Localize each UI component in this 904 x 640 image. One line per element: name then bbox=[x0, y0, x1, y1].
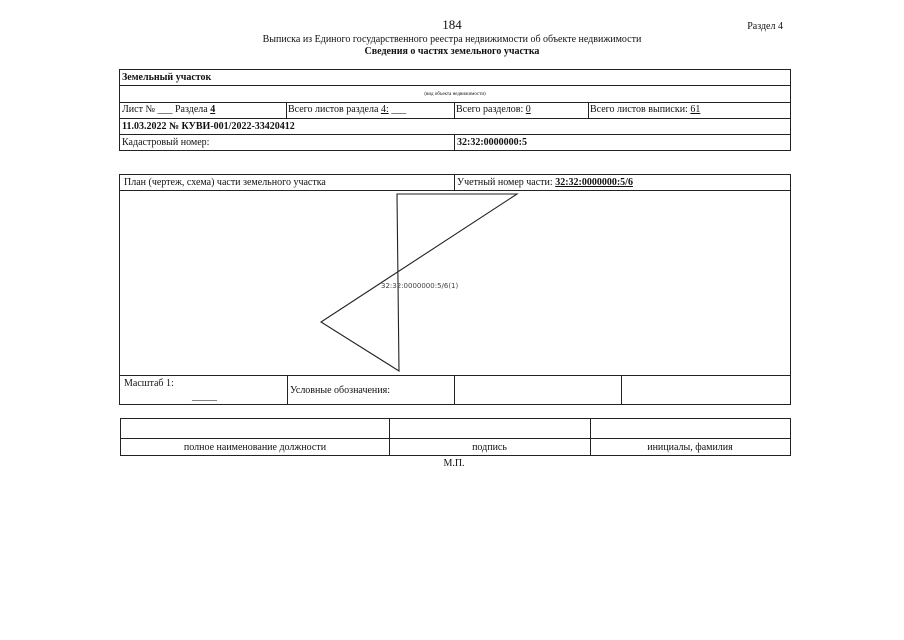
document-subtitle: Сведения о частях земельного участка bbox=[364, 46, 540, 57]
part-number bbox=[457, 177, 633, 188]
total-sections-label: Всего разделов: bbox=[456, 104, 524, 115]
object-type-caption: (вид объекта недвижимости) bbox=[424, 92, 486, 97]
stamp-label: М.П. bbox=[443, 458, 465, 469]
plan-label: План (чертеж, схема) части земельного участка bbox=[124, 177, 326, 188]
total-sections bbox=[456, 104, 531, 115]
total-sections-value: 0 bbox=[525, 104, 531, 115]
part-number-label: Учетный номер части: bbox=[457, 177, 553, 188]
sheet-info bbox=[122, 104, 215, 115]
total-sheets-extract bbox=[590, 104, 700, 115]
initials-caption: инициалы, фамилия bbox=[647, 442, 733, 453]
signature-caption: подпись bbox=[472, 442, 507, 453]
part-number-value: 32:32:0000000:5/6 bbox=[555, 177, 633, 188]
sheet-label: Лист № bbox=[122, 104, 155, 115]
total-sheets-extract-label: Всего листов выписки: bbox=[590, 104, 688, 115]
object-type: Земельный участок bbox=[122, 72, 212, 83]
total-sheets-section-label: Всего листов раздела bbox=[288, 104, 379, 115]
page-number: 184 bbox=[442, 17, 462, 32]
section-label: Раздел 4 bbox=[747, 21, 783, 32]
scale-blank: _____ bbox=[192, 391, 217, 402]
plan-polygon-label: 32:32:0000000:5/6(1) bbox=[381, 282, 459, 290]
object-table bbox=[119, 69, 791, 151]
date-and-number: 11.03.2022 № КУВИ-001/2022-33420412 bbox=[122, 121, 295, 132]
total-sheets-section bbox=[288, 104, 406, 115]
scale-label: Масштаб 1: bbox=[124, 378, 174, 389]
position-caption: полное наименование должности bbox=[183, 442, 327, 453]
signature-table bbox=[120, 418, 791, 456]
document-title: Выписка из Единого государственного реестра недвижимости об объекте недвижимости bbox=[262, 34, 642, 45]
total-sheets-extract-value: 61 bbox=[690, 104, 701, 115]
total-sheets-section-value: 4: bbox=[380, 104, 389, 115]
sheet-blank: ___ bbox=[157, 104, 173, 115]
cadastral-label: Кадастровый номер: bbox=[122, 137, 210, 148]
legend-label: Условные обозначения: bbox=[290, 385, 391, 396]
cadastral-value: 32:32:0000000:5 bbox=[457, 137, 527, 148]
plan-table bbox=[119, 174, 791, 405]
section-text: Раздела bbox=[174, 104, 208, 115]
section-value: 4 bbox=[210, 104, 216, 115]
total-sheets-section-blank: ___ bbox=[391, 104, 407, 115]
